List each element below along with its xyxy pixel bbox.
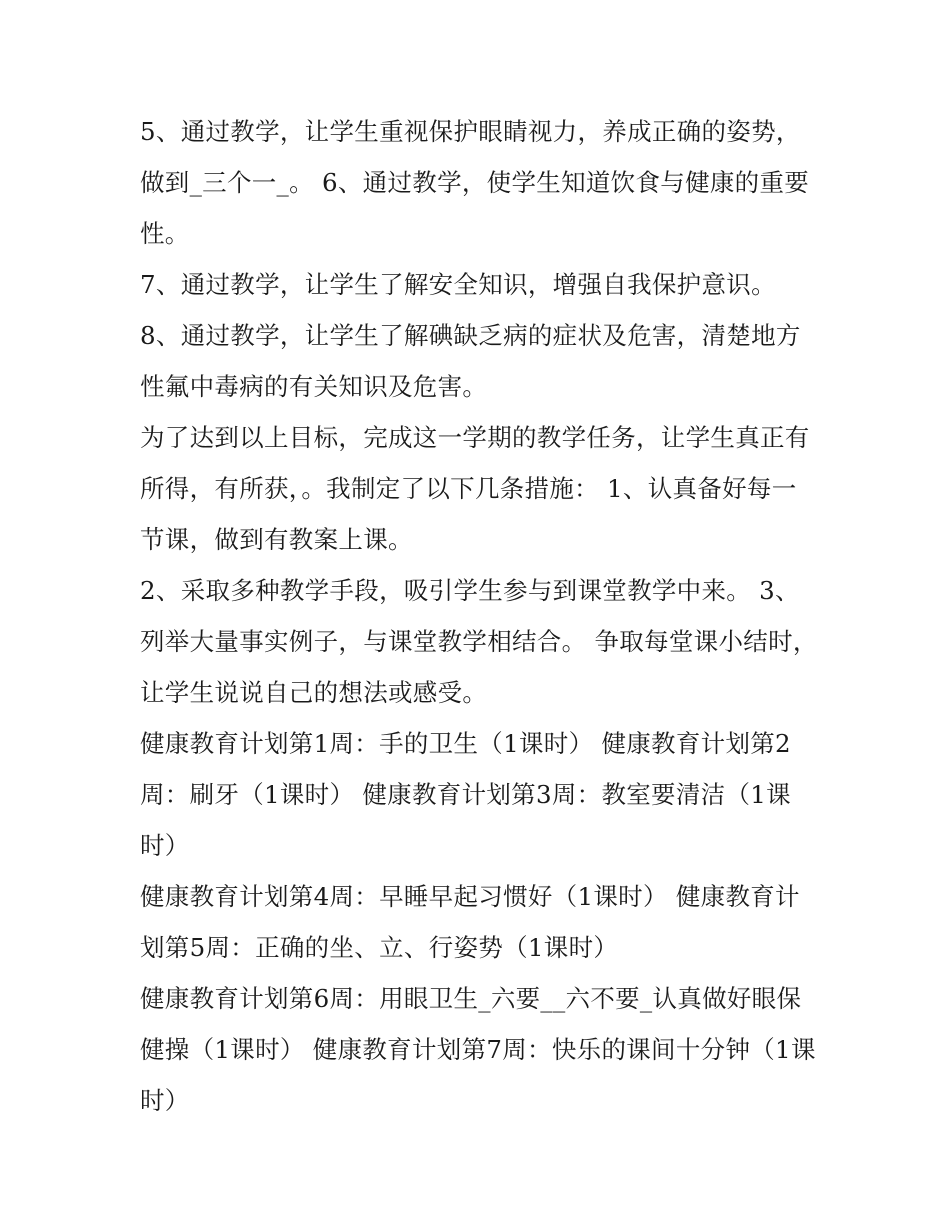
document-body <box>140 106 820 1126</box>
paragraph-plan-week-6-7: 健康教育计划第6周：用眼卫生_六要__六不要_认真做好眼保健操（1课时） 健康教育计划第7周：快乐的课间十分钟（1课时） <box>140 984 816 1115</box>
paragraph-goal-7: 7、通过教学，让学生了解安全知识，增强自我保护意识。 <box>140 270 776 299</box>
paragraph-plan-week-1-3: 健康教育计划第1周：手的卫生（1课时） 健康教育计划第2周：刷牙（1课时） 健康教育计划第3周：教室要清洁（1课时） <box>140 729 791 860</box>
paragraph-measures-intro: 为了达到以上目标，完成这一学期的教学任务，让学生真正有所得，有所获，。我制定了以下几条措施： 1、认真备好每一节课，做到有教案上课。 <box>140 423 810 554</box>
paragraph-plan-week-4-5: 健康教育计划第4周：早睡早起习惯好（1课时） 健康教育计划第5周：正确的坐、立、行姿势（1课时） <box>140 882 800 962</box>
paragraph-measures-2-3: 2、采取多种教学手段，吸引学生参与到课堂教学中来。 3、列举大量事实例子，与课堂教学相结合。 争取每堂课小结时，让学生说说自己的想法或感受。 <box>140 576 818 707</box>
paragraph-goal-8: 8、通过教学，让学生了解碘缺乏病的症状及危害，清楚地方性氟中毒病的有关知识及危害。 <box>140 321 801 401</box>
paragraph-goal-5-6: 5、通过教学，让学生重视保护眼睛视力，养成正确的姿势，做到_三个一_。 6、通过教学，使学生知道饮食与健康的重要性。 <box>140 117 810 248</box>
